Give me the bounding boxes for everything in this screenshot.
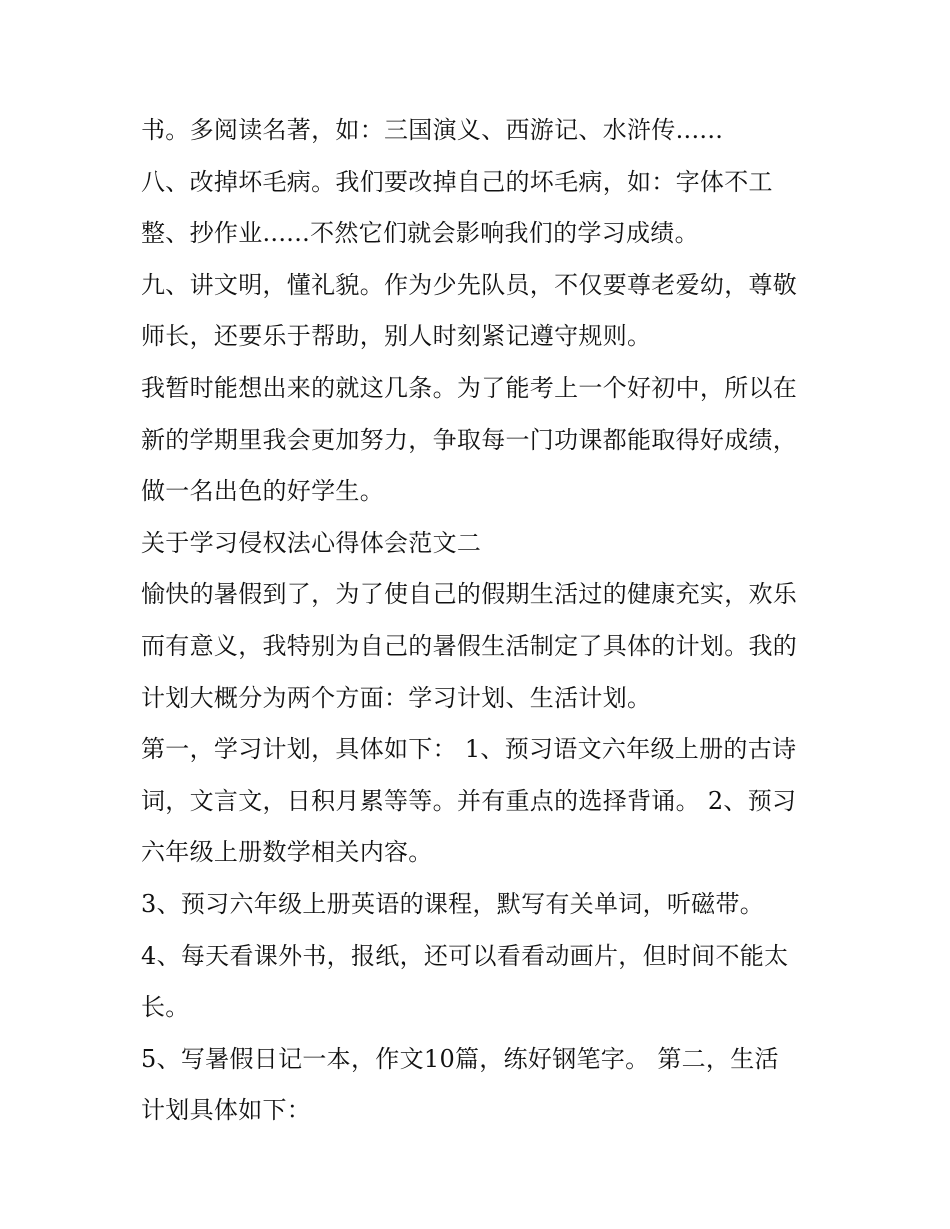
- text-line: 新的学期里我会更加努力，争取每一门功课都能取得好成绩，: [141, 425, 798, 454]
- text-line: 4、每天看课外书，报纸，还可以看看动画片，但时间不能太: [141, 941, 789, 970]
- text-line: 愉快的暑假到了，为了使自己的假期生活过的健康充实，欢乐: [141, 580, 798, 609]
- text-line: 九、讲文明，懂礼貌。作为少先队员，不仅要尊老爱幼，尊敬: [141, 270, 798, 299]
- text-line: 师长，还要乐于帮助，别人时刻紧记遵守规则。: [141, 322, 652, 351]
- text-line: 六年级上册数学相关内容。: [141, 838, 433, 867]
- text-line: 计划大概分为两个方面：学习计划、生活计划。: [141, 683, 652, 712]
- text-line: 计划具体如下：: [141, 1096, 312, 1125]
- text-line: 5、写暑假日记一本，作文10篇，练好钢笔字。 第二，生活: [141, 1044, 779, 1073]
- text-line: 3、预习六年级上册英语的课程，默写有关单词，听磁带。: [141, 889, 765, 918]
- text-line: 做一名出色的好学生。: [141, 477, 384, 506]
- text-line: 长。: [141, 993, 190, 1022]
- text-line: 而有意义，我特别为自己的暑假生活制定了具体的计划。我的: [141, 631, 798, 660]
- text-line: 八、改掉坏毛病。我们要改掉自己的坏毛病，如：字体不工: [141, 167, 773, 196]
- text-line: 书。多阅读名著，如：三国演义、西游记、水浒传......: [141, 116, 724, 144]
- section-heading: 关于学习侵权法心得体会范文二: [141, 528, 482, 557]
- text-line: 整、抄作业......不然它们就会影响我们的学习成绩。: [141, 219, 699, 248]
- text-line: 我暂时能想出来的就这几条。为了能考上一个好初中，所以在: [141, 373, 798, 402]
- document-body: [141, 105, 821, 1137]
- text-line: 词，文言文，日积月累等等。并有重点的选择背诵。 2、预习: [141, 786, 797, 815]
- text-line: 第一，学习计划，具体如下： 1、预习语文六年级上册的古诗: [141, 735, 797, 764]
